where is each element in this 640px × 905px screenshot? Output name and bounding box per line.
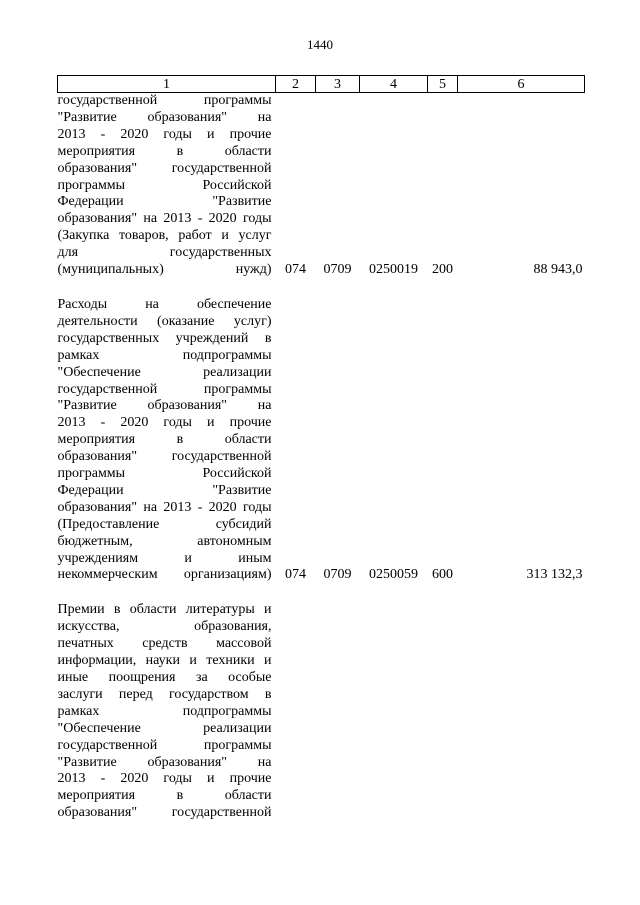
header-row: [58, 76, 585, 93]
description-line: рамках подпрограммы: [57, 347, 272, 363]
table-row: [58, 93, 585, 279]
row-description: [58, 93, 276, 279]
description-line: печатных средств массовой: [57, 636, 272, 652]
row-spacer: [58, 279, 585, 297]
description-line: государственной программы: [57, 93, 272, 108]
description-line: Расходы на обеспечение: [57, 296, 272, 312]
table-row: [58, 297, 585, 584]
description-line: некоммерческим организациям): [57, 567, 272, 583]
table-row: [58, 602, 585, 822]
row-code-c5: [428, 602, 458, 822]
row-code-c5: 600: [432, 567, 453, 583]
row-spacer: [58, 584, 585, 602]
description-line: информации, науки и техники и: [57, 653, 272, 669]
description-line: 2013 - 2020 годы и прочие: [57, 771, 272, 787]
budget-table: [57, 75, 585, 822]
description-line: государственных учреждений в: [57, 330, 272, 346]
row-code-c4: [360, 602, 428, 822]
row-amount: 313 132,3: [526, 567, 583, 583]
description-line: "Развитие образования" на: [57, 754, 272, 770]
table-body: [58, 93, 585, 823]
description-line: (муниципальных) нужд): [57, 262, 272, 278]
description-line: (Предоставление субсидий: [57, 516, 272, 532]
description-line: образования" на 2013 - 2020 годы: [57, 211, 272, 227]
description-line: мероприятия в области: [57, 432, 272, 448]
description-line: деятельности (оказание услуг): [57, 313, 272, 329]
col-header-2: 2: [276, 76, 316, 93]
description-line: 2013 - 2020 годы и прочие: [57, 415, 272, 431]
description-line: Федерации "Развитие: [57, 194, 272, 210]
row-description: [58, 602, 276, 822]
description-line: (Закупка товаров, работ и услуг: [57, 228, 272, 244]
description-line: мероприятия в области: [57, 788, 272, 804]
row-amount: [458, 602, 585, 822]
description-line: "Развитие образования" на: [57, 398, 272, 414]
description-line: программы Российской: [57, 466, 272, 482]
description-line: "Развитие образования" на: [57, 109, 272, 125]
page-number: 1440: [307, 37, 333, 52]
col-header-1: 1: [58, 76, 276, 93]
description-line: образования" государственной: [57, 449, 272, 465]
row-code-c4: 0250019: [369, 262, 418, 278]
description-line: рамках подпрограммы: [57, 703, 272, 719]
description-line: "Обеспечение реализации: [57, 364, 272, 380]
row-code-c5: 200: [432, 262, 453, 278]
row-code-c3: 0709: [323, 567, 352, 583]
description-line: образования" государственной: [57, 805, 272, 821]
description-line: учреждениям и иным: [57, 550, 272, 566]
col-header-4: 4: [360, 76, 428, 93]
col-header-3: 3: [316, 76, 360, 93]
row-code-c2: [276, 602, 316, 822]
description-line: бюджетным, автономным: [57, 533, 272, 549]
row-code-c2: 074: [285, 567, 306, 583]
description-line: искусства, образования,: [57, 619, 272, 635]
row-amount: 88 943,0: [533, 262, 583, 278]
row-spacer-cell: [58, 279, 585, 297]
row-code-c2: 074: [285, 262, 306, 278]
description-line: образования" государственной: [57, 160, 272, 176]
description-line: образования" на 2013 - 2020 годы: [57, 499, 272, 515]
description-line: государственной программы: [57, 381, 272, 397]
description-line: иные поощрения за особые: [57, 670, 272, 685]
col-header-6: 6: [458, 76, 585, 93]
row-code-c3: 0709: [323, 262, 352, 278]
description-line: заслуги перед государством в: [57, 686, 272, 702]
row-code-c4: 0250059: [369, 567, 418, 583]
row-spacer-cell: [58, 584, 585, 602]
description-line: 2013 - 2020 годы и прочие: [57, 126, 272, 142]
description-line: программы Российской: [57, 177, 272, 193]
description-line: "Обеспечение реализации: [57, 720, 272, 736]
row-code-c3: [316, 602, 360, 822]
description-line: мероприятия в области: [57, 143, 272, 159]
row-description: [58, 297, 276, 584]
description-line: Федерации "Развитие: [57, 482, 272, 498]
description-line: Премии в области литературы и: [57, 602, 272, 618]
col-header-5: 5: [428, 76, 458, 93]
description-line: государственной программы: [57, 737, 272, 753]
description-line: для государственных: [57, 245, 272, 261]
